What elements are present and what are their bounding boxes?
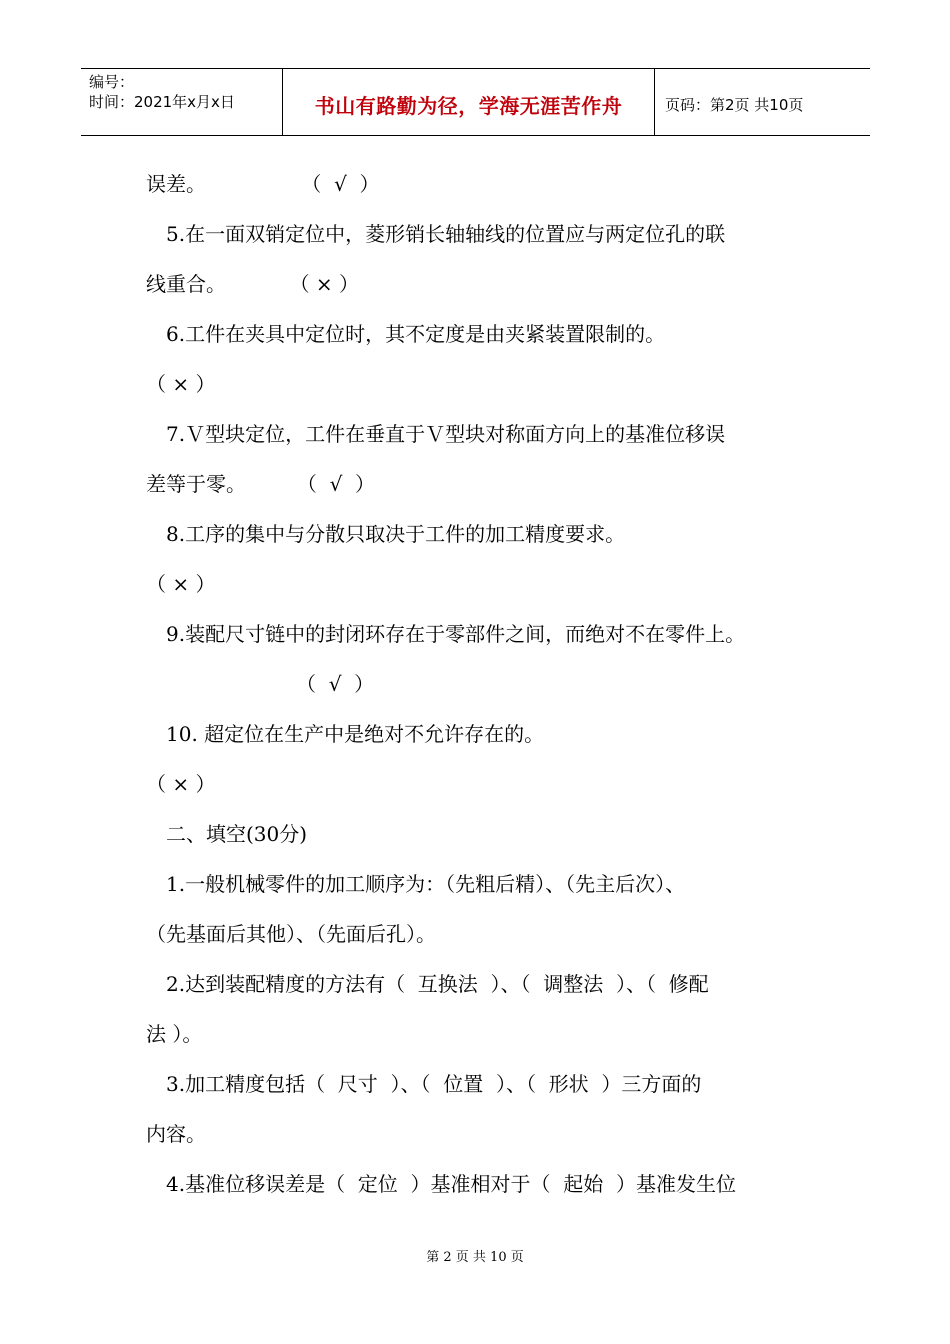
text-line: （ √ ） [296,672,375,696]
document-time-label: 时间：2021年x月x日 [89,93,235,111]
text-line: 10. 超定位在生产中是绝对不允许存在的。 [166,722,545,746]
text-line: （ × ） [146,372,216,396]
text-line: 线重合。 （ × ） [146,272,360,296]
text-line: （先基面后其他）、（先面后孔）。 [146,922,436,946]
text-line: 5.在一面双销定位中，菱形销长轴轴线的位置应与两定位孔的联 [166,222,726,246]
text-line: 6.工件在夹具中定位时，其不定度是由夹紧装置限制的。 [166,322,666,346]
text-line: 4.基准位移误差是（ 定位 ）基准相对于（ 起始 ）基准发生位 [166,1172,736,1196]
text-line: 2.达到装配精度的方法有（ 互换法 ）、（ 调整法 ）、（ 修配 [166,972,709,996]
section-heading: 二、填空(30分) [166,822,308,846]
text-line: 3.加工精度包括（ 尺寸 ）、（ 位置 ）、（ 形状 ）三方面的 [166,1072,702,1096]
document-number-label: 编号： [89,73,135,91]
header-motto-cell [282,69,655,135]
text-line: 误差。 （ √ ） [146,172,380,196]
page-header [81,68,870,136]
text-line: 1.一般机械零件的加工顺序为：（先粗后精）、（先主后次）、 [166,872,686,896]
page-footer: 第 2 页 共 10 页 [426,1250,524,1265]
text-line: 差等于零。 （ √ ） [146,472,376,496]
text-line: 9.装配尺寸链中的封闭环存在于零部件之间，而绝对不在零件上。 [166,622,746,646]
header-meta [81,69,282,135]
text-line: 7.Ｖ型块定位，工件在垂直于Ｖ型块对称面方向上的基准位移误 [166,422,726,446]
text-line: （ × ） [146,572,216,596]
text-line: （ × ） [146,772,216,796]
header-page-info: 页码：第2页 共10页 [665,95,804,114]
text-line: 法 ）。 [146,1022,203,1046]
header-motto: 书山有路勤为径，学海无涯苦作舟 [314,93,623,118]
text-line: 8.工序的集中与分散只取决于工件的加工精度要求。 [166,522,626,546]
text-line: 内容。 [146,1122,206,1146]
